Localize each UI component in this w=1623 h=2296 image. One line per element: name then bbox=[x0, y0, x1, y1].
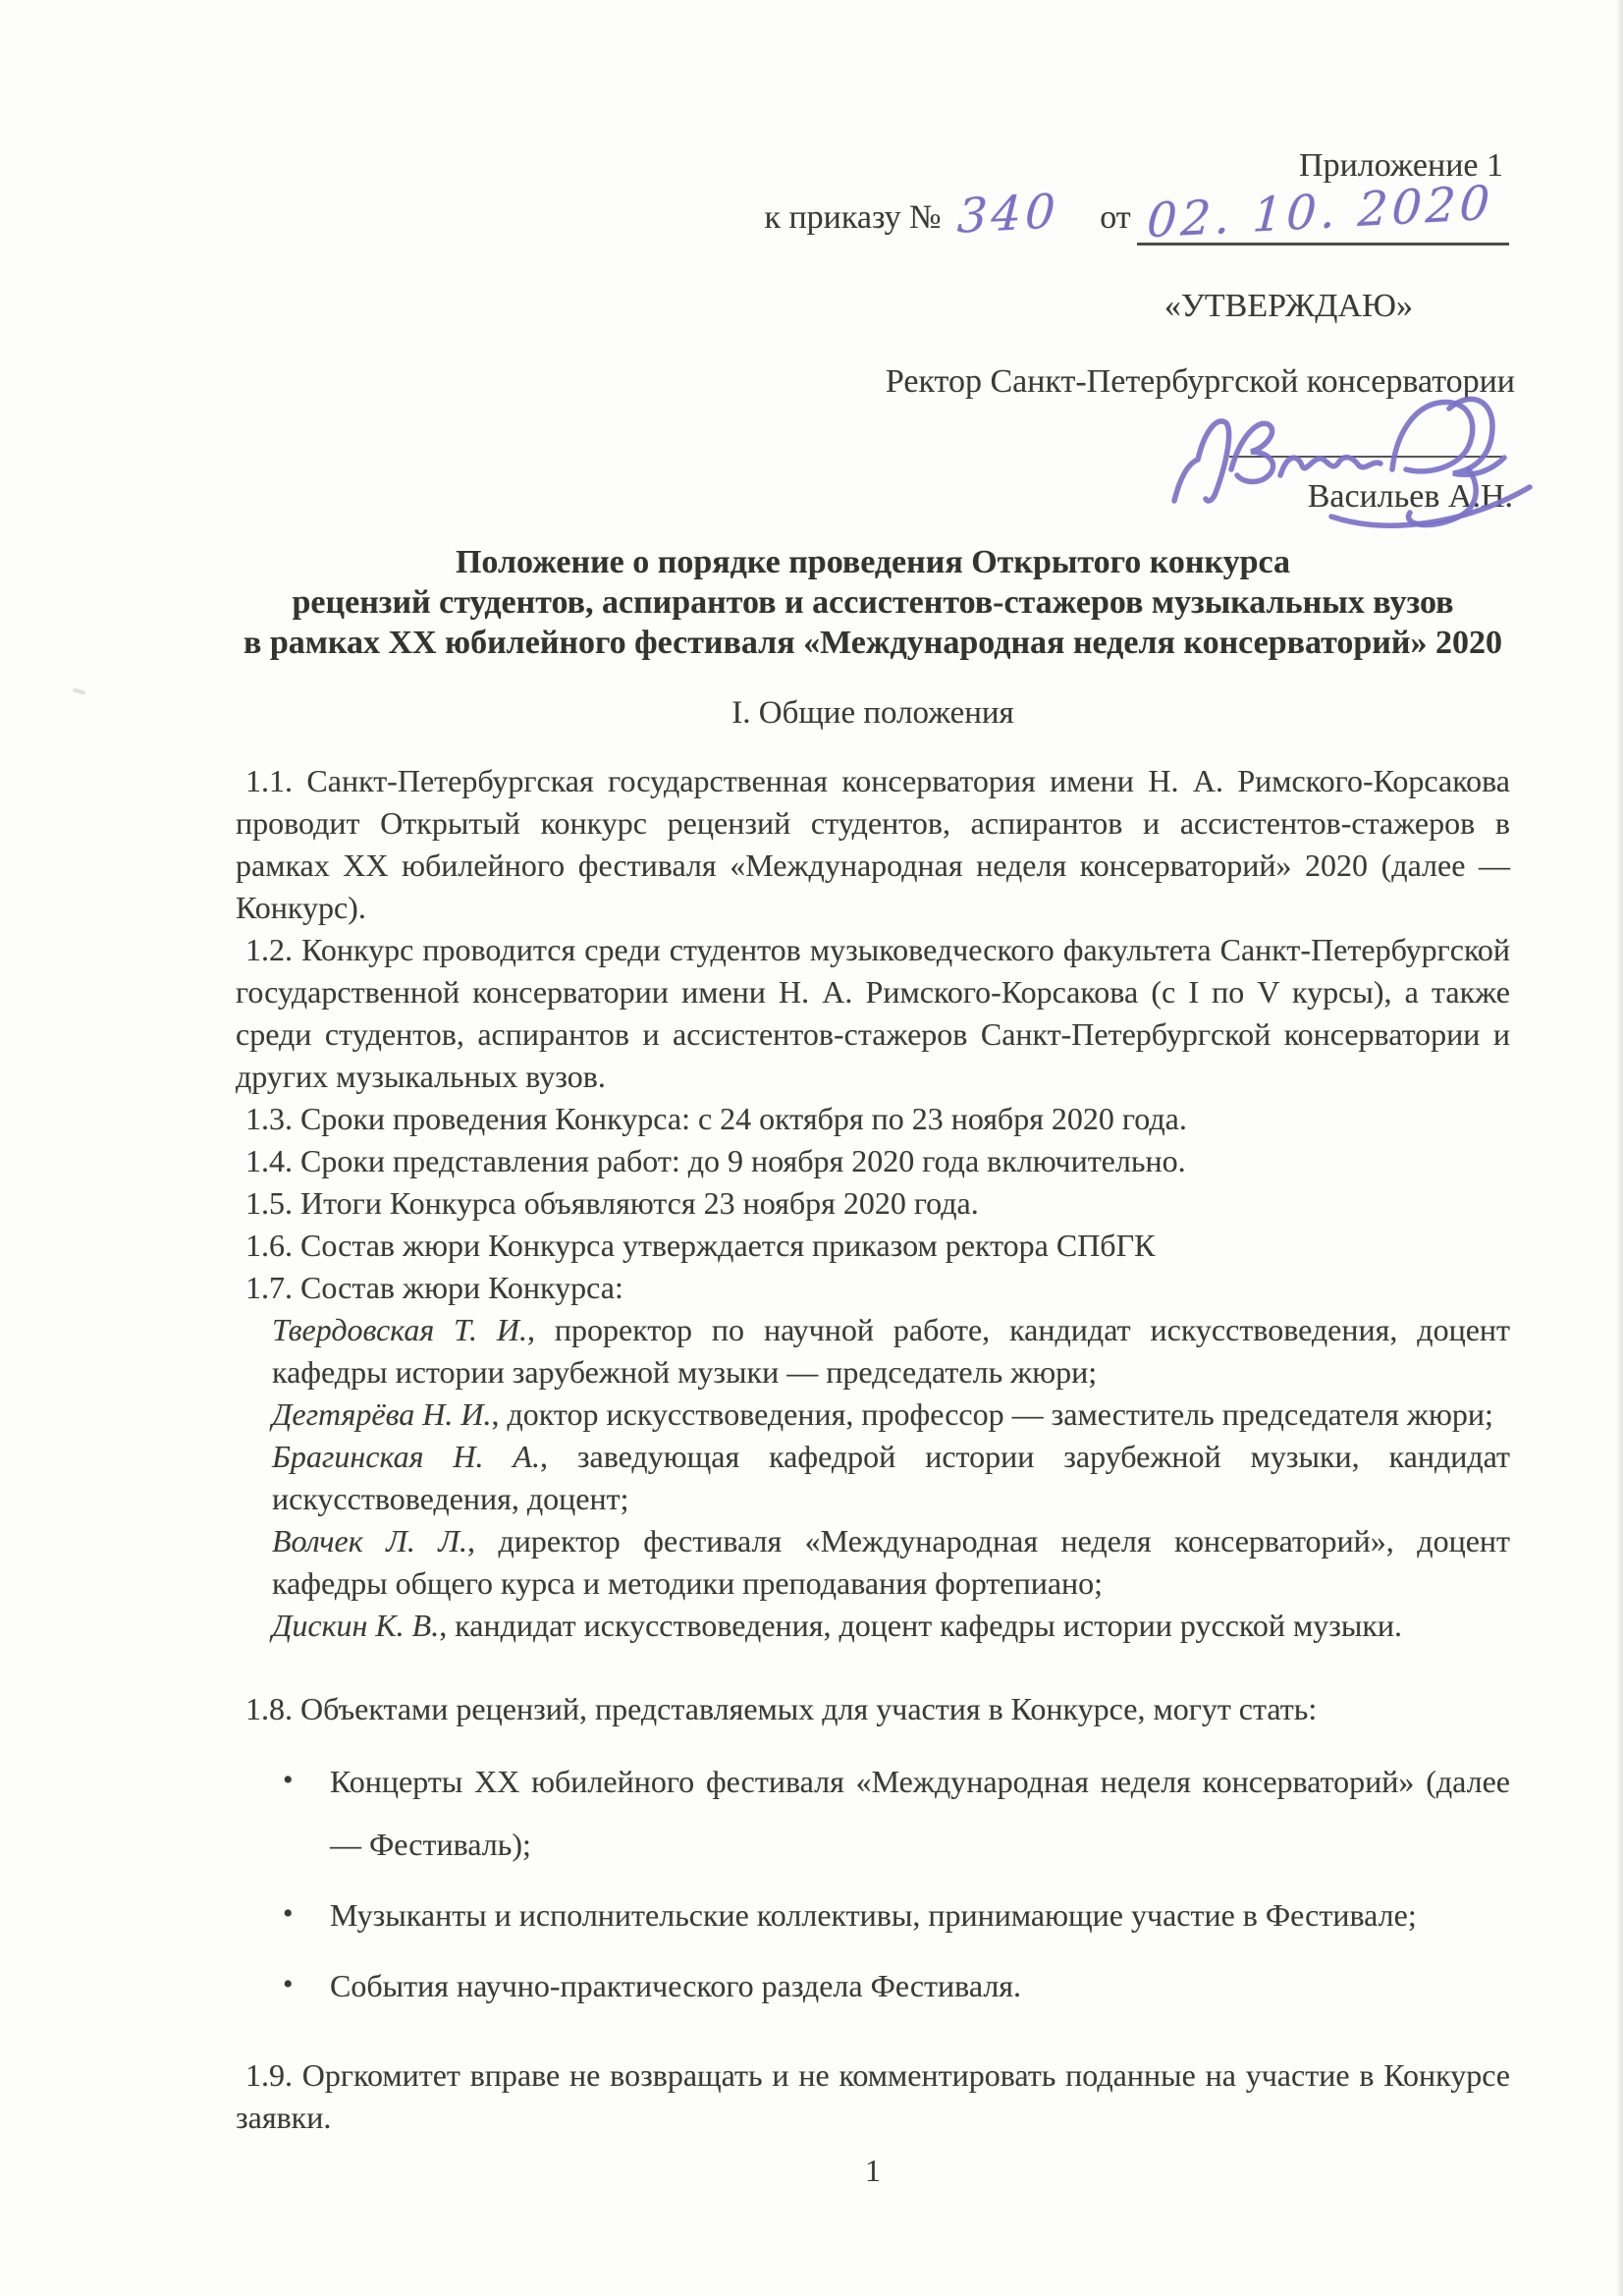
list-item-text: Концерты XX юбилейного фестиваля «Международная неделя консерваторий» (далее — Фестиваль); bbox=[330, 1764, 1510, 1862]
jury-item bbox=[236, 1436, 1510, 1520]
jury-item bbox=[236, 1309, 1510, 1394]
order-from-label: от bbox=[1100, 199, 1131, 236]
document-body bbox=[236, 528, 1510, 2139]
bullet-icon: • bbox=[283, 1968, 294, 2000]
document-title-line: в рамках XX юбилейного фестиваля «Международная неделя консерваторий» 2020 bbox=[243, 625, 1502, 661]
document-title bbox=[236, 542, 1510, 663]
paragraph-1-6: 1.6. Состав жюри Конкурса утверждается приказом ректора СПбГК bbox=[245, 1228, 1156, 1263]
review-objects-list bbox=[236, 1750, 1510, 2017]
bullet-icon: • bbox=[283, 1897, 294, 1930]
paragraph-1-7: 1.7. Состав жюри Конкурса: bbox=[245, 1270, 623, 1305]
paragraph-1-8: 1.8. Объектами рецензий, представляемых для участия в Конкурсе, могут стать: bbox=[245, 1691, 1318, 1726]
jury-item bbox=[236, 1394, 1510, 1436]
jury-member-name: Дискин К. В. bbox=[272, 1608, 440, 1643]
signer-name-label: Васильев А.Н. bbox=[1307, 478, 1513, 515]
bullet-icon: • bbox=[283, 1764, 294, 1796]
rector-title-label: Ректор Санкт-Петербургской консерватории bbox=[885, 363, 1515, 400]
order-date-underline bbox=[1137, 175, 1509, 249]
order-line bbox=[764, 175, 1509, 249]
jury-member-desc: , кандидат искусствоведения, доцент кафедры истории русской музыки. bbox=[439, 1608, 1403, 1643]
approval-label: «УТВЕРЖДАЮ» bbox=[1163, 288, 1413, 324]
jury-member-name: Брагинская Н. А. bbox=[272, 1439, 540, 1474]
jury-item bbox=[236, 1520, 1510, 1605]
page-number: 1 bbox=[865, 2153, 881, 2188]
document-title-line: Положение о порядке проведения Открытого конкурса bbox=[455, 544, 1291, 580]
order-date-handwritten: 02. 10. 2020 bbox=[1145, 175, 1495, 249]
paragraph-1-9: 1.9. Оргкомитет вправе не возвращать и не комментировать поданные на участие в Конкурсе заявки. bbox=[236, 2057, 1510, 2135]
jury-member-name: Твердовская Т. И. bbox=[272, 1312, 527, 1347]
appendix-label: Приложение 1 bbox=[1299, 147, 1503, 184]
paragraph-1-5: 1.5. Итоги Конкурса объявляются 23 ноября 2020 года. bbox=[245, 1185, 979, 1221]
paragraph-1-2: 1.2. Конкурс проводится среди студентов музыковедческого факультета Санкт-Петербургской государственной консерватории имени Н. А. Римского-Корсакова (с I по V курсы), а также среди студентов, аспирантов и ассистентов-стажеров Санкт-Петербургской консерватории и других музыкальных вузов. bbox=[236, 932, 1510, 1094]
jury-member-desc: , доктор искусствоведения, профессор — заместитель председателя жюри; bbox=[491, 1396, 1493, 1432]
list-item bbox=[236, 1954, 1510, 2017]
jury-member-name: Дегтярёва Н. И. bbox=[272, 1396, 492, 1432]
signature-icon bbox=[1145, 373, 1540, 550]
list-item-text: События научно-практического раздела Фестиваля. bbox=[330, 1968, 1022, 2003]
paragraph-1-1: 1.1. Санкт-Петербургская государственная консерватория имени Н. А. Римского-Корсакова проводит Открытый конкурс рецензий студентов, аспирантов и ассистентов-стажеров в рамках XX юбилейного фестиваля «Международная неделя консерваторий» 2020 (далее — Конкурс). bbox=[236, 763, 1510, 925]
scan-artifact bbox=[73, 687, 86, 695]
list-item-text: Музыканты и исполнительские коллективы, принимающие участие в Фестивале; bbox=[330, 1897, 1417, 1933]
jury-member-desc: , директор фестиваля «Международная неделя консерваторий», доцент кафедры общего курса и методики преподавания фортепиано; bbox=[272, 1523, 1511, 1601]
section-heading: I. Общие положения bbox=[731, 695, 1014, 731]
jury-member-desc: , проректор по научной работе, кандидат искусствоведения, доцент кафедры истории зарубежной музыки — председатель жюри; bbox=[272, 1312, 1510, 1390]
document-title-line: рецензий студентов, аспирантов и ассистентов-стажеров музыкальных вузов bbox=[292, 584, 1454, 621]
order-prefix-label: к приказу № bbox=[764, 199, 942, 236]
list-item bbox=[236, 1884, 1510, 1946]
jury-member-name: Волчек Л. Л. bbox=[272, 1523, 468, 1558]
list-item bbox=[236, 1750, 1510, 1876]
paragraph-1-3: 1.3. Сроки проведения Конкурса: с 24 октября по 23 ноября 2020 года. bbox=[245, 1101, 1187, 1136]
paragraph-1-4: 1.4. Сроки представления работ: до 9 ноября 2020 года включительно. bbox=[245, 1143, 1186, 1178]
jury-member-desc: , заведующая кафедрой истории зарубежной музыки, кандидат искусствоведения, доцент; bbox=[272, 1439, 1510, 1516]
order-number-handwritten: 340 bbox=[955, 184, 1060, 245]
jury-list bbox=[236, 1309, 1510, 1647]
jury-item bbox=[236, 1605, 1510, 1647]
